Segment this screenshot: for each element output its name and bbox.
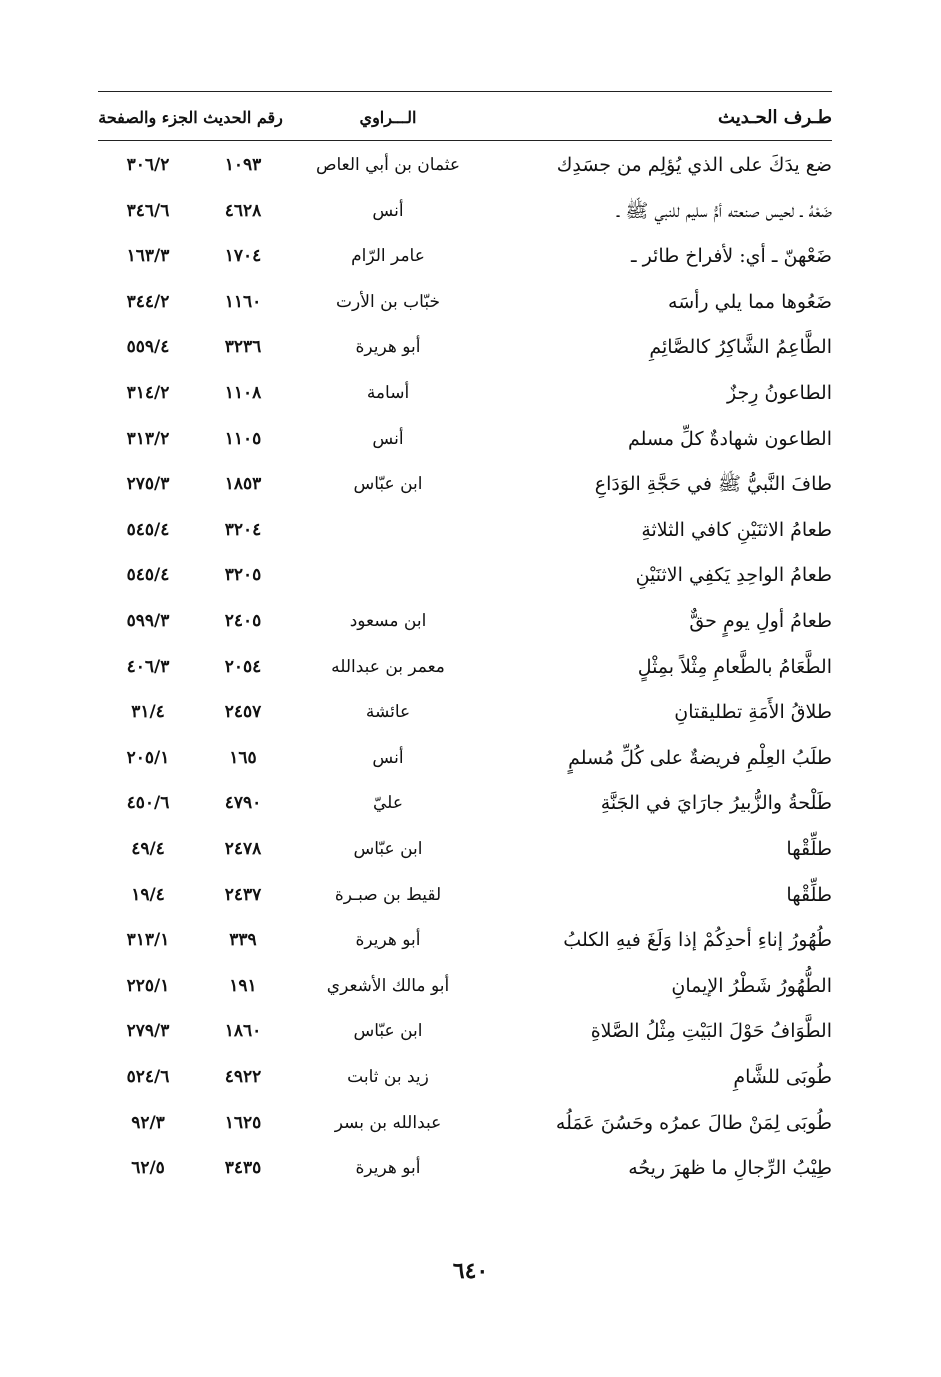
header-hadith-tarf: طـرف الحـديث [718, 107, 832, 128]
narrator: لقيط بن صبـرة [334, 884, 442, 905]
narrator: أنس [372, 428, 404, 449]
volume-page: ٥٥٩/٤ [126, 337, 170, 358]
volume-page: ٤٥٠/٦ [126, 793, 170, 814]
narrator: زيد بن ثابت [347, 1067, 429, 1087]
volume-page: ٦٢/٥ [131, 1158, 165, 1179]
table-row [98, 1009, 832, 1053]
table-row [98, 189, 832, 233]
volume-page: ٢٧٩/٣ [126, 1021, 170, 1042]
hadith-tarf: ضَعْهُ ـ لحيس صنعته أمُّ سليم للنبي ﷺ ـ [616, 199, 832, 222]
narrator: خبّاب بن الأرت [336, 291, 440, 312]
table-row [98, 371, 832, 415]
hadith-tarf: الطاعونُ رِجزٌ [727, 382, 832, 404]
hadith-tarf: الطُّهُورُ شَطْرُ الإيمانِ [671, 974, 832, 997]
table-row [98, 964, 832, 1008]
narrator: ابن عبّاس [353, 474, 423, 495]
hadith-tarf: طُوبَى لِمَنْ طالَ عمرُه وحَسُنَ عَمَلُه [555, 1111, 832, 1134]
hadith-number: ٣٢٣٦ [224, 337, 262, 358]
volume-page: ٣٠٦/٢ [126, 155, 170, 175]
hadith-number: ٣٣٩ [229, 930, 257, 951]
narrator: عليّ [373, 793, 403, 814]
narrator: عائشة [365, 702, 411, 723]
narrator: ابن عبّاس [353, 1021, 423, 1042]
table-row [98, 873, 832, 917]
volume-page: ٣٤٦/٦ [126, 200, 170, 221]
hadith-tarf: طعامُ أولِ يومٍ حقٌّ [689, 610, 832, 632]
volume-page: ١٦٣/٣ [126, 246, 170, 267]
hadith-number: ٣٤٣٥ [224, 1158, 262, 1179]
hadith-number: ٢٤٣٧ [224, 884, 262, 905]
hadith-tarf: طُهُورُ إناءِ أحدِكُمْ إذا وَلَغَ فيهِ الكلبُ [563, 929, 832, 952]
volume-page: ٩٢/٣ [131, 1112, 165, 1133]
volume-page: ٥٩٩/٣ [126, 611, 170, 631]
narrator: أنس [372, 747, 404, 768]
narrator: أسامة [366, 383, 410, 403]
header-volume-page: الجزء والصفحة [98, 108, 198, 127]
narrator: عثمان بن أبي العاص [315, 155, 461, 175]
hadith-tarf: طافَ النَّبيُّ ﷺ في حَجَّةِ الوَدَاعِ [594, 473, 832, 496]
hadith-number: ١٠٩٣ [224, 155, 262, 175]
narrator: ابن عبّاس [353, 839, 423, 859]
table-row [98, 645, 832, 689]
hadith-number: ١٦٥ [229, 747, 257, 768]
hadith-tarf: طلِّقْها [786, 838, 832, 860]
hadith-tarf: الطَّعَامُ بالطَّعامِ مِثْلاً بمِثْلٍ [637, 655, 832, 678]
hadith-number: ٤٩٢٢ [224, 1067, 262, 1087]
hadith-number: ١٨٦٠ [224, 1021, 262, 1042]
hadith-number: ١٩١ [229, 975, 257, 996]
hadith-number: ٣٢٠٤ [224, 519, 262, 540]
hadith-tarf: طلاقُ الأَمَةِ تطليقتانِ [674, 701, 832, 724]
table-row [98, 553, 832, 597]
hadith-tarf: الطَّاعِمُ الشَّاكِرُ كالصَّائِمِ [649, 336, 832, 359]
hadith-tarf: طعامُ الاثنَيْنِ كافي الثلاثةِ [641, 518, 832, 541]
hadith-number: ١٧٠٤ [224, 246, 262, 267]
table-row [98, 1146, 832, 1190]
hadith-number: ٢٤٥٧ [224, 702, 262, 723]
narrator: أبو هريرة [355, 337, 421, 358]
table-row [98, 736, 832, 780]
page-number: ٦٤٠ [452, 1258, 489, 1284]
volume-page: ٢٢٥/١ [126, 975, 170, 996]
table-row [98, 1101, 832, 1145]
hadith-tarf: طلَبُ العِلْمِ فريضةٌ على كُلِّ مُسلمٍ [568, 746, 832, 769]
volume-page: ٣١٣/١ [126, 930, 170, 951]
table-row [98, 234, 832, 278]
table-row [98, 781, 832, 825]
narrator: معمر بن عبدالله [331, 656, 445, 677]
table-row [98, 462, 832, 506]
table-header [98, 100, 832, 136]
table-row [98, 417, 832, 461]
table-row [98, 508, 832, 552]
hadith-tarf: ضَعُوها مما يلي رأسَه [668, 290, 832, 313]
hadith-number: ١٨٥٣ [224, 474, 262, 495]
narrator: أبو مالك الأشعري [326, 975, 450, 996]
volume-page: ٣١٣/٢ [126, 428, 170, 449]
volume-page: ٣٤٤/٢ [126, 291, 170, 312]
hadith-tarf: طلِّقْها [786, 883, 832, 906]
hadith-number: ١١٠٥ [224, 428, 262, 449]
hadith-number: ٤٧٩٠ [224, 793, 262, 814]
narrator: ابن مسعود [349, 611, 427, 631]
table-row [98, 690, 832, 734]
narrator: عامر الرّام [351, 246, 425, 267]
hadith-number: ١١٠٨ [224, 383, 262, 403]
volume-page: ٥٢٤/٦ [126, 1067, 170, 1087]
header-rule [98, 140, 832, 141]
hadith-number: ٢٠٥٤ [224, 656, 262, 677]
volume-page: ١٩/٤ [131, 884, 165, 905]
volume-page: ٤٠٦/٣ [126, 656, 170, 677]
header-narrator: الـــراوي [359, 108, 417, 127]
volume-page: ٥٤٥/٤ [126, 519, 170, 540]
hadith-tarf: طُوبَى للشَّامِ [733, 1066, 832, 1088]
narrator: أبو هريرة [355, 930, 421, 951]
hadith-tarf: طعامُ الواحِدِ يَكفِي الاثنَيْنِ [635, 564, 832, 587]
narrator [288, 553, 488, 597]
table-row [98, 143, 832, 187]
volume-page: ٢٧٥/٣ [126, 474, 170, 495]
hadith-number: ٢٤٧٨ [224, 839, 262, 859]
volume-page: ٢٠٥/١ [126, 747, 170, 768]
hadith-tarf: طَلْحةُ والزُّبيرُ جارَايَ في الجَنَّةِ [600, 792, 832, 815]
narrator: أبو هريرة [355, 1158, 421, 1179]
narrator: عبدالله بن بسر [334, 1112, 442, 1133]
table-row [98, 599, 832, 643]
header-hadith-number: رقم الحديث [203, 108, 283, 127]
top-rule [98, 91, 832, 92]
narrator: أنس [372, 200, 404, 221]
hadith-tarf: الطاعون شهادةٌ كلِّ مسلم [627, 427, 832, 450]
hadith-tarf: الطَّوَافُ حَوْلَ البَيْتِ مِثْلُ الصَّلاةِ [590, 1020, 832, 1043]
volume-page: ٣١/٤ [131, 702, 165, 723]
table-row [98, 1055, 832, 1099]
hadith-tarf: ضَعْهنّ ـ أي: لأفراخ طائر ـ [630, 245, 832, 268]
table-row [98, 918, 832, 962]
volume-page: ٣١٤/٢ [126, 383, 170, 403]
table-row [98, 827, 832, 871]
hadith-number: ١١٦٠ [224, 291, 262, 312]
table-row [98, 325, 832, 369]
hadith-number: ٤٦٢٨ [224, 200, 262, 221]
hadith-number: ٣٢٠٥ [224, 565, 262, 586]
volume-page: ٥٤٥/٤ [126, 565, 170, 586]
hadith-tarf: طِيْبُ الرِّجالِ ما ظهرَ ريحُه [628, 1157, 832, 1180]
volume-page: ٤٩/٤ [131, 839, 165, 859]
hadith-number: ٢٤٠٥ [224, 611, 262, 631]
hadith-tarf: ضع يدَكَ على الذي يُؤلِم من جسَدِك [556, 154, 832, 176]
narrator [288, 508, 488, 552]
table-row [98, 280, 832, 324]
hadith-number: ١٦٢٥ [224, 1112, 262, 1133]
